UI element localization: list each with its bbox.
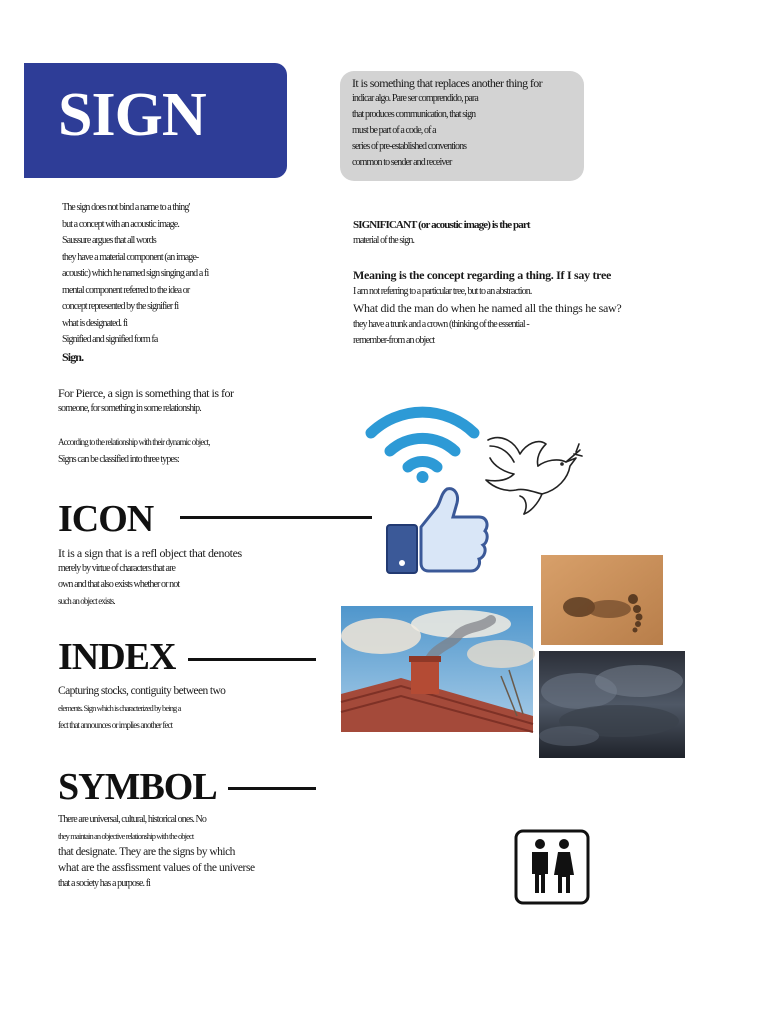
icon-line: such an object exists. [58,596,115,606]
index-heading: INDEX [58,636,176,678]
classification-line: Signs can be classified into three types: [58,454,179,465]
classification-line: According to the relationship with their dynamic object, [58,437,210,447]
index-rule [188,658,316,661]
saussure-line: what is designated. fi [62,317,128,329]
symbol-line: that a society has a purpose. fi [58,878,150,889]
peirce-paragraph [58,385,298,417]
saussure-line: they have a material component (an image- [62,251,199,263]
wifi-icon [365,405,480,485]
icon-heading: ICON [58,498,154,540]
definition-text [352,75,592,171]
peirce-line: For Pierce, a sign is something that is for [58,386,234,400]
index-line: elements. Sign which is characterized by being a [58,703,181,713]
icon-line: merely by virtue of characters that are [58,563,176,574]
meaning-line: What did the man do when he named all the things he saw? [353,301,622,315]
storm-clouds-photo [539,651,685,758]
footprint-photo [541,555,663,645]
significant-line: SIGNIFICANT (or acoustic image) is the part [353,219,530,231]
symbol-heading: SYMBOL [58,766,217,808]
saussure-line: Saussure argues that all words [62,235,156,246]
symbol-rule [228,787,316,790]
saussure-line: mental component referred to the idea or [62,284,190,296]
saussure-line: Signified and signified form fa [62,334,158,345]
index-description [58,683,308,734]
symbol-description [58,812,318,892]
saussure-line: concept represented by the signifier fi [62,301,179,312]
meaning-line: they have a trunk and a crown (thinking of the essential - [353,318,529,330]
peirce-line: someone, for something in some relationship. [58,403,201,414]
saussure-line: acoustic) which he named sign singing and a fi [62,268,209,279]
symbol-line: they maintain an objective relationship with the object [58,831,194,841]
meaning-line: remember-from an object [353,335,435,346]
definition-line: indicar algo. Pare ser comprendido, para [352,93,478,104]
classification-paragraph [58,434,298,468]
definition-line: series of pre-established conventions [352,141,467,152]
icon-line: own and that also exists whether or not [58,579,180,590]
meaning-line: I am not referring to a particular tree, but to an abstraction. [353,285,532,297]
significant-line: material of the sign. [353,235,415,246]
symbol-line: that designate. They are the signs by which [58,846,235,858]
icon-description [58,545,308,609]
restroom-sign-icon [514,829,590,905]
saussure-line: but a concept with an acoustic image. [62,218,179,230]
index-line: fect that announces or implies another fect [58,720,173,730]
symbol-line: what are the assfissment values of the universe [58,862,255,874]
thumbs-up-icon [385,487,491,575]
saussure-line: The sign does not bind a name to a thing' [62,202,190,213]
page-title: SIGN [58,81,206,149]
significant-paragraph [353,217,673,249]
definition-line: common to sender and receiver [352,157,452,168]
symbol-line: There are universal, cultural, historical ones. No [58,814,206,825]
definition-line: that produces communication, that sign [352,109,476,120]
dove-drawing [480,432,588,518]
icon-line: It is a sign that is a refl object that denotes [58,546,242,560]
icon-rule [180,516,372,519]
meaning-paragraph [353,267,683,350]
definition-line: must be part of a code, of a [352,125,436,136]
meaning-line: Meaning is the concept regarding a thing. If I say tree [353,268,612,282]
saussure-line: Sign. [62,349,84,364]
chimney-smoke-photo [341,606,533,732]
index-line: Capturing stocks, contiguity between two [58,685,226,697]
saussure-paragraph [62,200,272,365]
definition-line: It is something that replaces another thing for [352,76,543,90]
